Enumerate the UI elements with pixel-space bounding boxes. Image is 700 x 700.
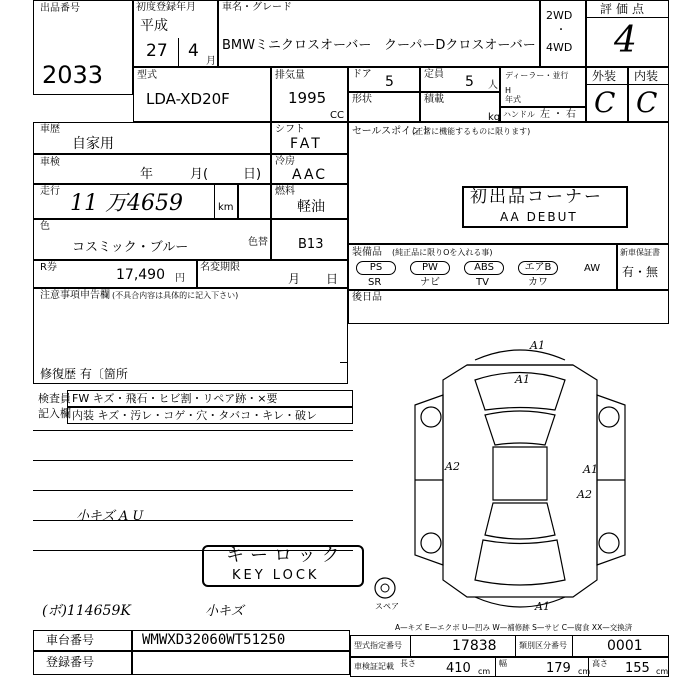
- equip-tv: TV: [476, 277, 489, 288]
- mileage-label: 走行: [40, 186, 60, 197]
- repair-history: 修復歴 有〔箇所: [40, 367, 128, 381]
- score-value: 4: [614, 20, 637, 61]
- aircon-value: AAC: [292, 167, 328, 183]
- shift-label: シフト: [275, 124, 305, 135]
- windshield: [485, 411, 555, 445]
- trunk: [475, 540, 565, 585]
- color-label: 色: [40, 221, 50, 232]
- car-grade: クーパーDクロスオーバー: [384, 38, 536, 53]
- damage-mark-1: A1: [530, 339, 545, 352]
- deadline-month: 月: [288, 272, 301, 286]
- class-label: 類別区分番号: [519, 641, 567, 650]
- score-label: 評価点: [600, 2, 649, 16]
- rear-bumper: [475, 597, 565, 607]
- recycle-value: 17,490: [116, 267, 165, 283]
- sales-point-label: セールスポイント: [352, 126, 432, 137]
- interior-value: C: [636, 86, 658, 119]
- model-year-prefix: H: [505, 86, 512, 95]
- inspection-year: 年: [140, 167, 154, 182]
- load-unit: kg: [488, 112, 501, 123]
- exterior-value: C: [594, 86, 616, 119]
- length-unit: cm: [478, 667, 491, 676]
- equipment-label: 装備品: [352, 247, 382, 258]
- load-label: 積載: [424, 94, 444, 105]
- capacity-value: 5: [465, 74, 474, 90]
- debut-stamp-en: AA DEBUT: [500, 210, 578, 224]
- equip-airbag: エアB: [518, 261, 558, 275]
- sales-point-sub: (正常に機能するものに限ります): [412, 127, 531, 136]
- shape-label: 形状: [352, 94, 372, 105]
- damage-mark-3: A2: [445, 460, 460, 473]
- chassis-value: WMWXD32060WT51250: [142, 632, 286, 648]
- car-name-label: 車名・グレード: [222, 2, 292, 13]
- width-value: 179: [546, 661, 571, 676]
- fuel-value: 軽油: [297, 199, 325, 215]
- equip-abs: ABS: [464, 261, 504, 275]
- first-reg-era: 平成: [140, 18, 168, 34]
- car-maker-model: BMWミニクロスオーバー: [222, 38, 372, 53]
- shift-value: FAT: [290, 136, 323, 152]
- drive-2wd: 2WD: [546, 9, 573, 22]
- inspection-day: 日): [243, 167, 262, 182]
- chassis-label: 車台番号: [46, 633, 95, 647]
- equip-pw: PW: [410, 261, 450, 275]
- wheel-rear-left: [421, 533, 441, 553]
- equipment-sub: (純正品に限りOを入れる事): [392, 248, 493, 257]
- equip-leather: カワ: [528, 277, 548, 288]
- wheel-rear-right: [599, 533, 619, 553]
- first-reg-month: 4: [188, 41, 199, 61]
- color-value: コスミック・ブルー: [72, 240, 189, 255]
- notes-sub: (不具合内容は具体的に記入下さい): [112, 291, 239, 300]
- model-label: 型式: [137, 70, 157, 81]
- first-reg-label: 初度登録年月: [136, 2, 196, 13]
- dealer-label: ディーラー・並行: [505, 71, 569, 80]
- class-value: 0001: [607, 638, 643, 654]
- registration-label: 登録番号: [46, 655, 95, 669]
- model-value: LDA-XD20F: [146, 90, 230, 108]
- inspector-handwritten: 小キズ A U: [76, 509, 144, 524]
- inspector-label-2: 記入欄: [38, 407, 71, 420]
- width-label: 幅: [499, 659, 507, 668]
- length-label: 長さ: [400, 659, 416, 668]
- interior-label: 内装: [634, 69, 659, 83]
- handle-right: 右: [566, 109, 576, 120]
- inspector-row-2-text: 内装 キズ・汚レ・コゲ・穴・タバコ・キレ・破レ: [72, 409, 318, 422]
- notes-label: 注意事項申告欄: [40, 290, 110, 301]
- usage-value: 自家用: [72, 136, 114, 152]
- deadline-label: 名変期限: [200, 262, 240, 273]
- spare-tire-icon: [372, 575, 398, 601]
- body-outline: [443, 365, 597, 597]
- height-unit: cm: [656, 667, 669, 676]
- after-market-label: 後日品: [352, 292, 382, 303]
- recycle-unit: 円: [175, 273, 185, 284]
- damage-legend: A—キズ E—エクボ U—凹み W—補修跡 S—サビ C—腐食 XX—交換済: [395, 623, 633, 632]
- deadline-day: 日: [326, 272, 339, 286]
- usage-box: [33, 122, 271, 154]
- wheel-front-left: [421, 407, 441, 427]
- rear-window: [485, 503, 555, 539]
- displacement-value: 1995: [288, 89, 327, 107]
- type-cert-value: 17838: [452, 638, 497, 654]
- displacement-label: 排気量: [275, 70, 305, 81]
- inspector-row-1-text: FW キズ・飛石・ヒビ割・リペア跡・×要: [72, 392, 278, 405]
- warranty-value: 有・無: [622, 265, 659, 279]
- inspection-label: 車検: [40, 157, 60, 168]
- roof: [493, 447, 547, 500]
- handle-dot: ・: [553, 109, 563, 120]
- type-cert-label: 型式指定番号: [354, 641, 402, 650]
- first-reg-month-unit: 月: [206, 56, 216, 67]
- color-code-label: 色替: [248, 237, 268, 248]
- equip-sr: SR: [368, 277, 382, 288]
- first-reg-year: 27: [146, 41, 168, 61]
- fuel-label: 燃料: [275, 186, 295, 197]
- equip-ps: PS: [356, 261, 396, 275]
- drive-4wd: 4WD: [546, 41, 573, 54]
- debut-stamp-ja: 初出品コーナー: [470, 187, 603, 207]
- exterior-label: 外装: [592, 69, 617, 83]
- displacement-unit: CC: [330, 110, 344, 121]
- recycle-box: [33, 260, 197, 288]
- wheel-front-right: [599, 407, 619, 427]
- equip-aw: AW: [584, 263, 601, 274]
- keylock-en: KEY LOCK: [232, 568, 320, 583]
- recycle-label: R券: [40, 262, 57, 273]
- lot-label: 出品番号: [40, 3, 80, 14]
- length-value: 410: [446, 661, 471, 676]
- aircon-label: 冷房: [275, 156, 295, 167]
- usage-label: 車歴: [40, 124, 60, 135]
- after-market-box: [348, 290, 669, 324]
- width-unit: cm: [578, 667, 591, 676]
- damage-mark-6: A1: [535, 600, 550, 613]
- dims-box: [350, 657, 669, 677]
- mileage-unit: km: [218, 202, 234, 213]
- model-year-unit: 年式: [505, 95, 521, 104]
- note-handwriting: 小キズ: [205, 604, 244, 619]
- mileage-value: 11 万4659: [70, 191, 183, 216]
- drive-dot: ・: [556, 25, 566, 36]
- color-code: B13: [298, 237, 324, 252]
- spare-label: スペア: [375, 602, 399, 611]
- keylock-ja: キーロック: [226, 545, 346, 566]
- dims-label: 車検証記載: [354, 662, 394, 671]
- equip-navi: ナビ: [420, 277, 440, 288]
- front-bumper: [475, 350, 565, 360]
- damage-mark-4: A1: [583, 463, 598, 476]
- height-value: 155: [625, 661, 650, 676]
- car-damage-diagram: [405, 335, 635, 620]
- handle-label: ハンドル: [503, 110, 535, 119]
- odometer-handwriting: (ボ)114659K: [42, 603, 131, 619]
- damage-mark-5: A2: [577, 488, 592, 501]
- capacity-unit: 人: [488, 80, 498, 91]
- doors-label: ドア: [352, 69, 372, 80]
- registration-value-box: [132, 651, 350, 675]
- height-label: 高さ: [592, 659, 608, 668]
- inspector-label-1: 検査員: [38, 392, 71, 405]
- capacity-label: 定員: [424, 69, 444, 80]
- doors-value: 5: [385, 74, 394, 90]
- handle-left: 左: [540, 109, 550, 120]
- lot-number: 2033: [42, 61, 104, 89]
- inspection-month: 月(: [190, 167, 209, 182]
- damage-mark-2: A1: [515, 373, 530, 386]
- warranty-label: 新車保証書: [620, 248, 660, 257]
